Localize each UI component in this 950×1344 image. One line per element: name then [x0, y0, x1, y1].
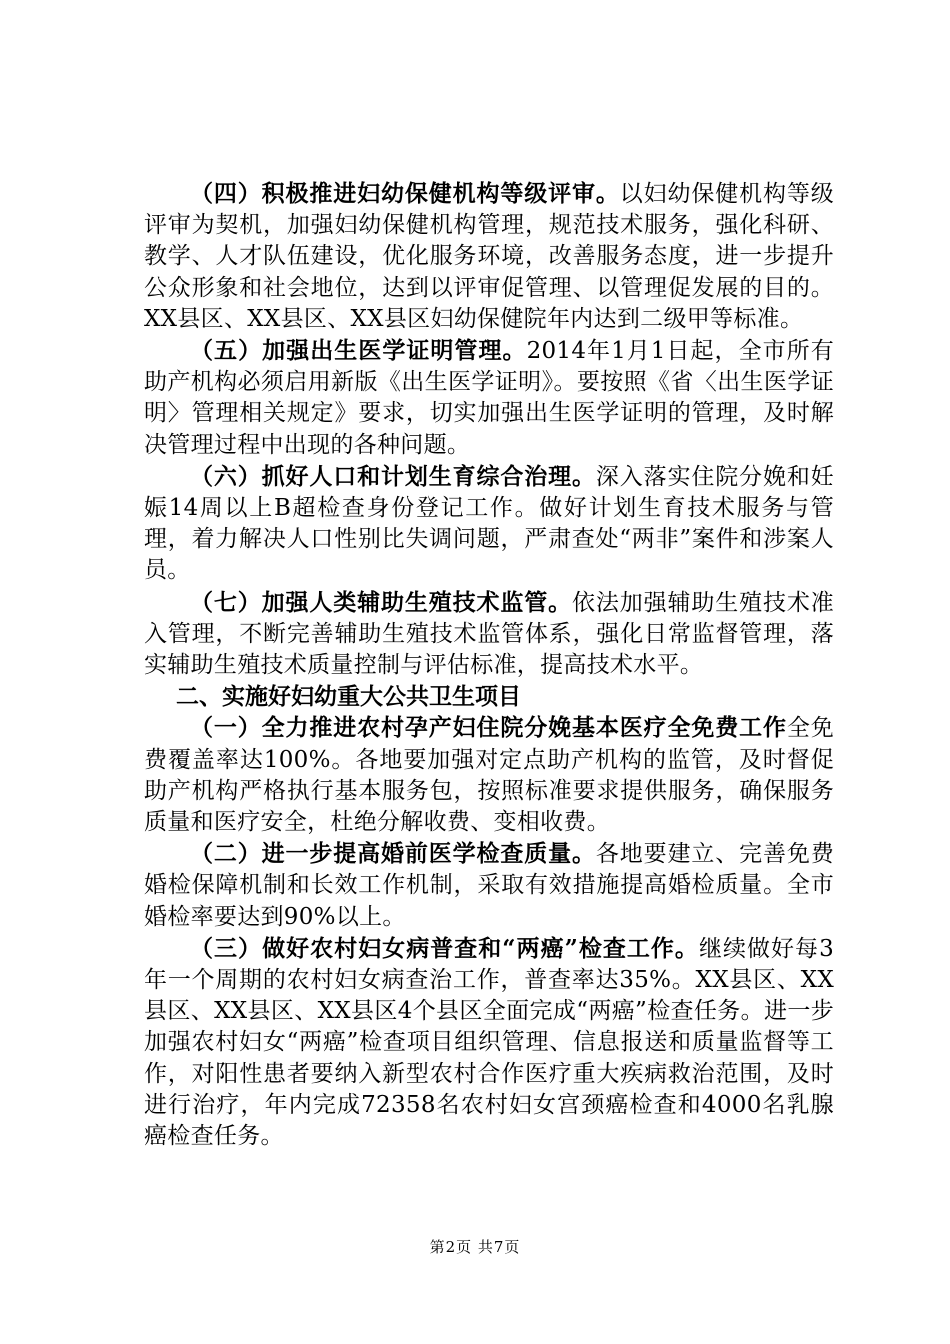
subsection-2-text: 各地要建立、完善免费婚检保障机制和长效工作机制，采取有效措施提高婚检质量。全市婚检率要达到90%以上。	[144, 841, 834, 930]
subsection-1-text: 全免费覆盖率达100%。各地要加强对定点助产机构的监管，及时督促助产机构严格执行基本服务包，按照标准要求提供服务，确保服务质量和医疗安全，杜绝分解收费、变相收费。	[144, 715, 835, 836]
page-footer: 第2页 共7页	[429, 1238, 521, 1256]
section-7-text: 依法加强辅助生殖技术准入管理，不断完善辅助生殖技术监管体系，强化日常监督管理，落实辅助生殖技术质量控制与评估标准，提高技术水平。	[144, 589, 834, 679]
section-6-lead: （六）抓好人口和计划生育综合治理。	[190, 462, 596, 490]
section-6-text: 深入落实住院分娩和妊娠14周以上B超检查身份登记工作。做好计划生育技术服务与管理，着力解决人口性别比失调问题，严肃查处“两非”案件和涉案人员。	[144, 463, 834, 584]
subsection-3-text: 继续做好每3年一个周期的农村妇女病查治工作，普查率达35%。XX县区、XX县区、XX县区、XX县区4个县区全面完成“两癌”检查任务。进一步加强农村妇女“两癌”检查项目组织管理、信息报送和质量监督等工作，对阳性患者要纳入新型农村合作医疗重大疾病救治范围，及时进行治疗，年内完成72358名农村妇女宫颈癌检查和4000名乳腺癌检查任务。	[144, 935, 834, 1150]
section-4	[144, 178, 834, 335]
subsection-2	[144, 838, 834, 933]
section-5	[144, 335, 834, 461]
section-5-lead: （五）加强出生医学证明管理。	[190, 337, 527, 365]
subsection-1	[144, 712, 834, 838]
section-5-text: 2014年1月1日起，全市所有助产机构必须启用新版《出生医学证明》。要按照《省〈出生医学证明〉管理相关规定》要求，切实加强出生医学证明的管理，及时解决管理过程中出现的各种问题。	[144, 338, 834, 458]
subsection-2-lead: （二）进一步提高婚前医学检查质量。	[190, 840, 596, 868]
subsection-1-lead: （一）全力推进农村孕产妇住院分娩基本医疗全免费工作	[190, 714, 787, 742]
subsection-3	[144, 933, 834, 1152]
section-4-text: 以妇幼保健机构等级评审为契机，加强妇幼保健机构管理，规范技术服务，强化科研、教学、人才队伍建设，优化服务环境，改善服务态度，进一步提升公众形象和社会地位，达到以评审促管理、以管理促发展的目的。XX县区、XX县区、XX县区妇幼保健院年内达到二级甲等标准。	[144, 181, 835, 332]
section-7	[144, 587, 834, 682]
section-7-lead: （七）加强人类辅助生殖技术监管。	[190, 588, 572, 616]
subsection-3-lead: （三）做好农村妇女病普查和“两癌”检查工作。	[190, 934, 699, 962]
section-4-lead: （四）积极推进妇幼保健机构等级评审。	[190, 180, 620, 207]
chapter-heading-2: 二、实施好妇幼重大公共卫生项目	[176, 683, 521, 711]
document-body	[144, 178, 834, 1152]
section-6	[144, 461, 834, 587]
